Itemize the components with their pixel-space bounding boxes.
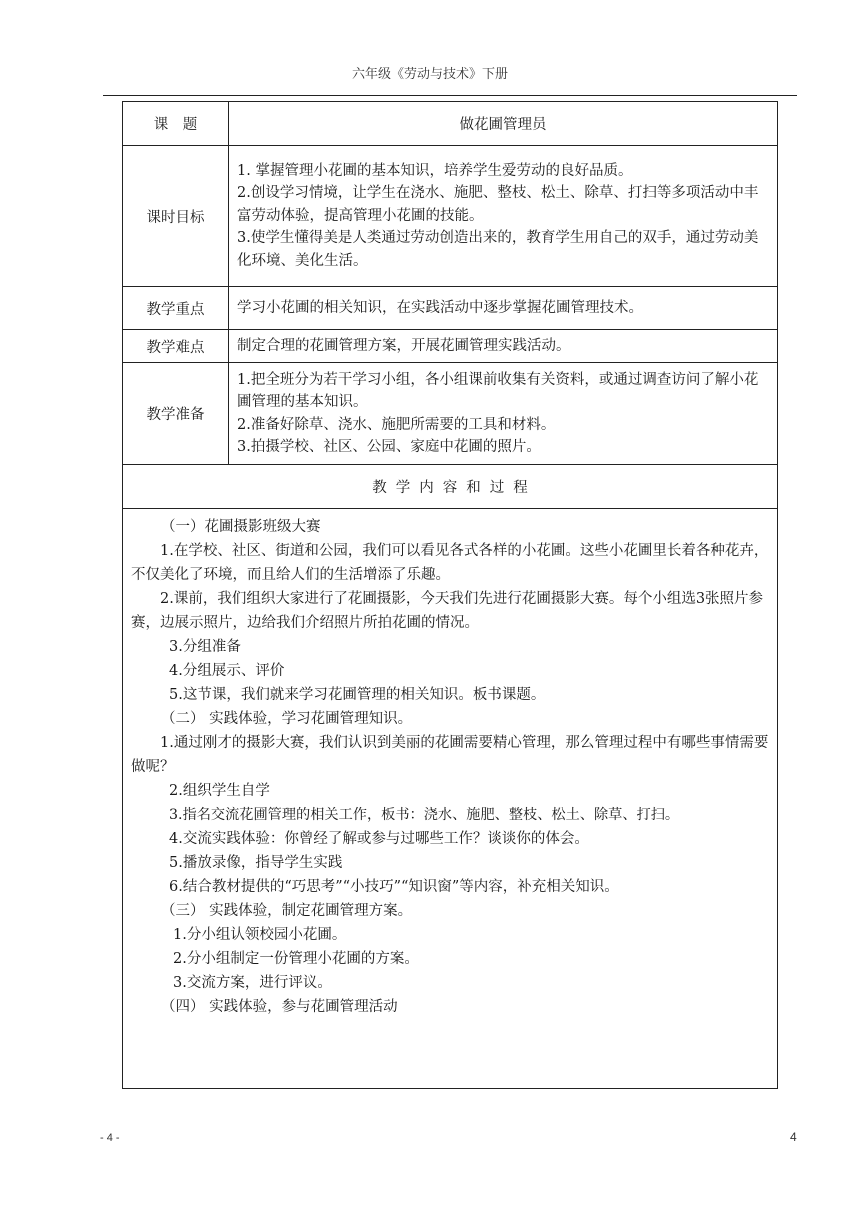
process-line: 1.在学校、社区、街道和公园，我们可以看见各式各样的小花圃。这些小花圃里长着各种花卉，不仅美化了环境，而且给人们的生活增添了乐趣。: [131, 543, 769, 583]
process-line: 1.通过刚才的摄影大赛，我们认识到美丽的花圃需要精心管理，那么管理过程中有哪些事情需要做呢？: [131, 735, 769, 775]
topic-row: [123, 102, 778, 146]
process-line: （四） 实践体验，参与花圃管理活动: [161, 999, 398, 1015]
process-content: [123, 509, 778, 1089]
running-header: 六年级《劳动与技术》下册: [351, 67, 508, 82]
topic-label: 课 题: [123, 102, 229, 146]
process-title: 教学内容和过程: [123, 465, 778, 509]
goals-content: [229, 146, 778, 287]
prep-line-2: 2.准备好除草、浇水、施肥所需要的工具和材料。: [237, 416, 556, 433]
process-line: （二） 实践体验，学习花圃管理知识。: [161, 711, 413, 727]
preparation-content: [229, 363, 778, 465]
process-line: 1.分小组认领校园小花圃。: [173, 927, 347, 943]
difficulty-value: 制定合理的花圃管理方案，开展花圃管理实践活动。: [229, 330, 778, 363]
process-line: 5.播放录像，指导学生实践: [169, 855, 343, 871]
goal-line-1: 1. 掌握管理小花圃的基本知识，培养学生爱劳动的良好品质。: [237, 162, 633, 179]
process-line: 2.组织学生自学: [169, 783, 270, 799]
process-line: （一）花圃摄影班级大赛: [161, 519, 321, 535]
preparation-row: [123, 363, 778, 465]
process-line: 5.这节课，我们就来学习花圃管理的相关知识。板书课题。: [169, 687, 546, 703]
header-rule: [103, 95, 797, 96]
lesson-plan-table: [122, 101, 778, 1089]
goal-line-3: 3.使学生懂得美是人类通过劳动创造出来的，教育学生用自己的双手，通过劳动美化环境、美化生活。: [237, 230, 759, 269]
prep-line-3: 3.拍摄学校、社区、公园、家庭中花圃的照片。: [237, 439, 541, 455]
page-number-right: 4: [790, 1130, 797, 1144]
page-number-left: - 4 -: [100, 1132, 120, 1144]
topic-value: 做花圃管理员: [229, 102, 778, 146]
key-point-row: [123, 287, 778, 330]
process-line: 3.分组准备: [169, 639, 241, 655]
process-row: [123, 509, 778, 1089]
process-line: 4.分组展示、评价: [169, 663, 285, 679]
preparation-label: 教学准备: [123, 363, 229, 465]
prep-line-1: 1.把全班分为若干学习小组，各小组课前收集有关资料，或通过调查访问了解小花圃管理的基本知识。: [237, 371, 759, 410]
process-line: 2.分小组制定一份管理小花圃的方案。: [173, 951, 419, 967]
process-line: 2.课前，我们组织大家进行了花圃摄影，今天我们先进行花圃摄影大赛。每个小组选3张照片参赛，边展示照片，边给我们介绍照片所拍花圃的情况。: [131, 591, 764, 631]
difficulty-label: 教学难点: [123, 330, 229, 363]
process-line: 3.指名交流花圃管理的相关工作，板书：浇水、施肥、整枝、松土、除草、打扫。: [169, 807, 680, 823]
difficulty-row: [123, 330, 778, 363]
goals-row: [123, 146, 778, 287]
process-line: 6.结合教材提供的“巧思考”“小技巧”“知识窗”等内容，补充相关知识。: [169, 879, 619, 895]
key-point-label: 教学重点: [123, 287, 229, 330]
process-line: 4.交流实践体验：你曾经了解或参与过哪些工作？谈谈你的体会。: [169, 831, 589, 847]
process-line: 3.交流方案，进行评议。: [173, 975, 332, 991]
goal-line-2: 2.创设学习情境，让学生在浇水、施肥、整枝、松土、除草、打扫等多项活动中丰富劳动体验，提高管理小花圃的技能。: [237, 185, 759, 224]
process-line: （三） 实践体验，制定花圃管理方案。: [161, 903, 413, 919]
goals-label: 课时目标: [123, 146, 229, 287]
process-title-row: [123, 465, 778, 509]
key-point-value: 学习小花圃的相关知识，在实践活动中逐步掌握花圃管理技术。: [229, 287, 778, 330]
